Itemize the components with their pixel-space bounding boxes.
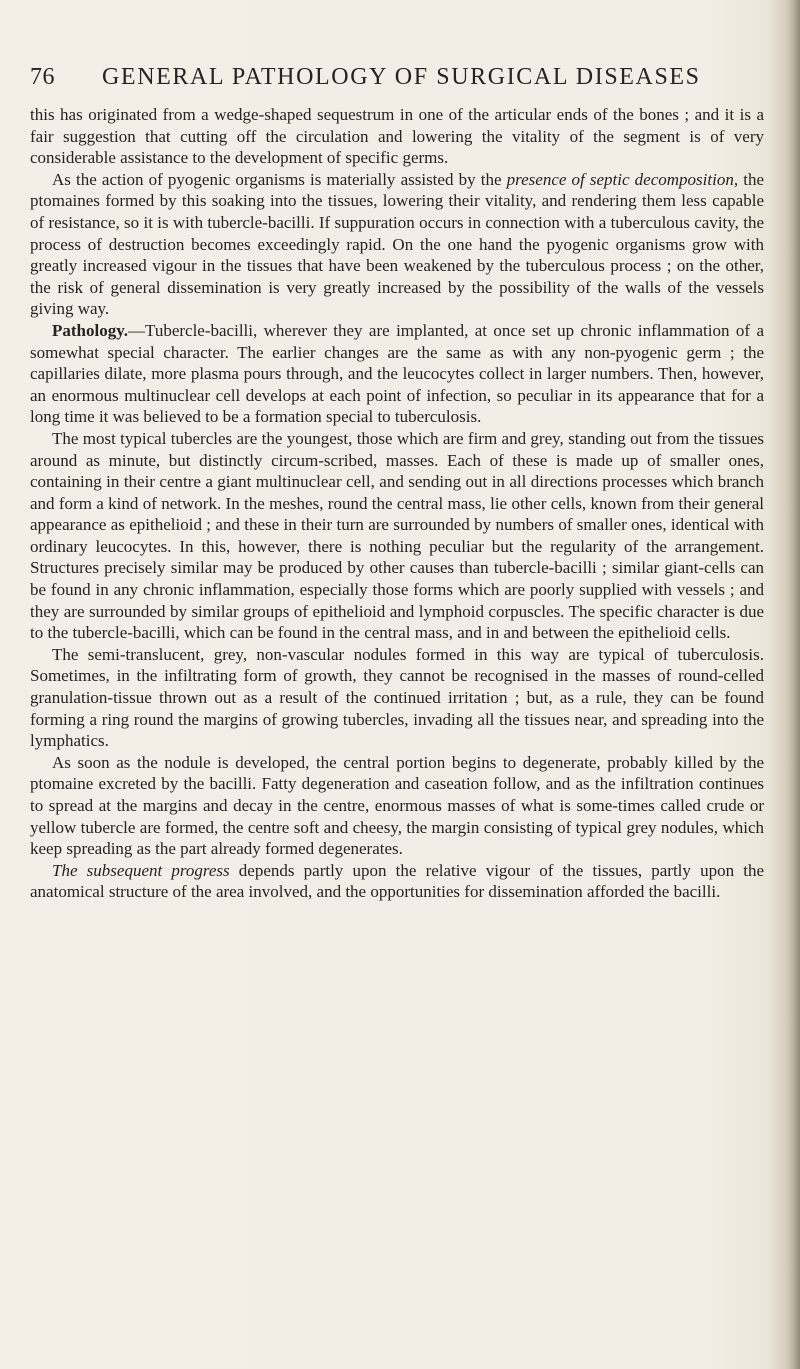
paragraph-typical-tubercles (30, 428, 764, 644)
paragraph-pathology (30, 320, 764, 428)
paragraph-text: As soon as the nodule is developed, the central portion begins to degenerate, probably killed by the ptomaine excreted by the bacilli. Fatty degeneration and caseation follow, and as the infiltration continues to spread at the margins and decay in the centre, enormous masses of what is some-times called crude or yellow tubercle are formed, the centre soft and cheesy, the margin consisting of typical grey nodules, which keep spreading as the part already formed degenerates. (30, 752, 764, 859)
paragraph-degeneration (30, 752, 764, 860)
paragraph-semi-translucent-nodules (30, 644, 764, 752)
page-header (30, 60, 765, 96)
page-binding-shadow (786, 0, 800, 1369)
paragraph-text: this has originated from a wedge-shaped sequestrum in one of the articular ends of the bones ; and it is a fair suggestion that cutting off the circulation and lowering the vitality of the segment is of very considerable assistance to the development of specific germs. (30, 105, 764, 168)
section-lead-pathology: Pathology. (52, 320, 129, 340)
italic-phrase: presence of septic decomposition, (506, 169, 739, 189)
paragraph-text: The semi-translucent, grey, non-vascular nodules formed in this way are typical of tuberculosis. Sometimes, in the infiltrating form of growth, they cannot be recognised in the masses of round-celled granulation-tissue thrown out as a result of the continued irritation ; but, as a rule, they can be found forming a ring round the margins of growing tubercles, invading all the tissues near, and spreading into the lymphatics. (30, 644, 764, 751)
italic-phrase: The subsequent progress (52, 860, 230, 880)
paragraph-text: As the action of pyogenic organisms is materially assisted by the (52, 169, 507, 189)
paragraph-text: the ptomaines formed by this soaking into the tissues, lowering their vitality, and rendering them less capable of resistance, so it is with tubercle-bacilli. If suppuration occurs in connection with a tuberculous cavity, the process of destruction becomes exceedingly rapid. On the one hand the pyogenic organisms grow with greatly increased vigour in the tissues that have been weakened by the tuberculous process ; on the other, the risk of general dissemination is very greatly increased by the possibility of the walls of the vessels giving way. (30, 169, 764, 319)
paragraph-text: —Tubercle-bacilli, wherever they are implanted, at once set up chronic inflammation of a somewhat special character. The earlier changes are the same as with any non-pyogenic germ ; the capillaries dilate, more plasma pours through, and the leucocytes collect in larger numbers. Then, however, an enormous multinuclear cell develops at each point of infection, so peculiar in its appearance that for a long time it was believed to be a formation special to tuberculosis. (30, 320, 764, 427)
running-head: GENERAL PATHOLOGY OF SURGICAL DISEASES (102, 64, 701, 90)
paragraph-septic-decomposition (30, 169, 764, 320)
paragraph-text: The most typical tubercles are the youngest, those which are firm and grey, standing out from the tissues around as minute, but distinctly circum-scribed, masses. Each of these is made up of smaller ones, containing in their centre a giant multinuclear cell, and sending out in all directions processes which branch and form a kind of network. In the meshes, round the central mass, lie other cells, known from their general appearance as epithelioid ; and these in their turn are surrounded by numbers of smaller ones, identical with ordinary leucocytes. In this, however, there is nothing peculiar but the regularity of the arrangement. Structures precisely similar may be produced by other causes than tubercle-bacilli ; similar giant-cells can be found in any chronic inflammation, especially those forms which are poorly supplied with vessels ; and they are surrounded by similar groups of epithelioid and lymphoid corpuscles. The specific character is due to the tubercle-bacilli, which can be found in the central mass, and in and between the epithelioid cells. (30, 428, 764, 643)
paragraph-continuation (30, 104, 764, 169)
body-text (30, 104, 764, 903)
paragraph-subsequent-progress (30, 860, 764, 903)
page-number: 76 (30, 64, 55, 90)
paragraph-text: depends partly upon the relative vigour of the tissues, partly upon the anatomical structure of the area involved, and the opportunities for dissemination afforded the bacilli. (30, 860, 764, 902)
